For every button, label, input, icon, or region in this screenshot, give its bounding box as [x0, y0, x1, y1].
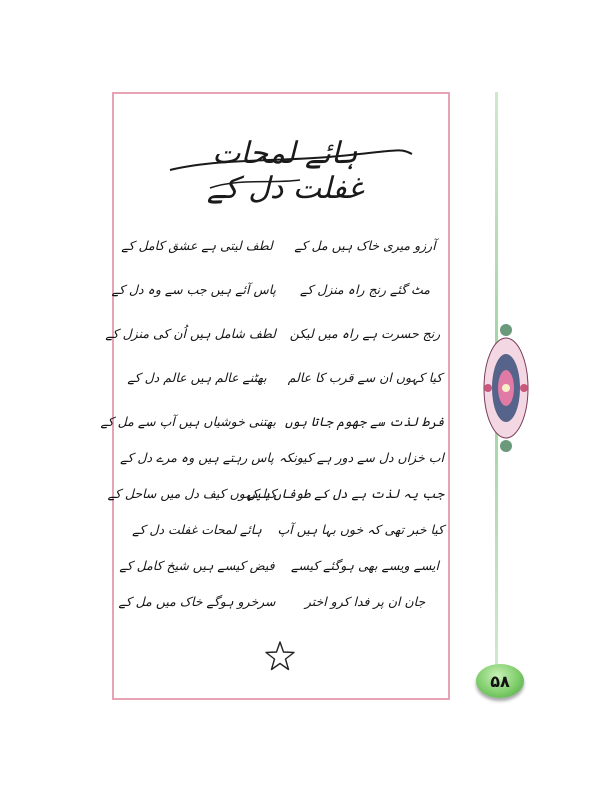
verse-8: [118, 522, 444, 548]
verse-second-line: ہائے لمحات غفلت دل کے: [132, 522, 262, 537]
page-number: ۵۸: [490, 671, 510, 691]
verse-second-line: لطف شامل ہیں اُن کی منزل کے: [105, 326, 276, 341]
verse-first-line: کیا کہوں ان سے قرب کا عالم: [287, 370, 443, 385]
verse-9: [118, 558, 444, 584]
verse-first-line: جب یہ لذت ہے دل کے طوفاں ہیں: [247, 486, 444, 501]
verse-4: [118, 370, 444, 396]
verse-second-line: سرخرو ہوگے خاک میں مل کے: [118, 594, 276, 609]
verse-first-line: اب خزاں دل سے دور ہے کیونکہ: [279, 450, 444, 465]
verse-second-line: فیض کیسے ہیں شیخ کامل کے: [119, 558, 275, 573]
verse-second-line: بھتنی خوشیاں ہیں آپ سے مل کے: [100, 414, 276, 429]
verse-first-line: مٹ گئے رنج راہ منزل کے: [299, 282, 431, 297]
floral-ornament-icon: [480, 318, 532, 458]
verse-first-line: آرزو میری خاک ہیں مل کے: [294, 238, 436, 253]
poem-title-text: ہائے لمحات غفلت دل کے: [206, 136, 364, 206]
verse-second-line: کیا کہوں کیف دل میں ساحل کے: [107, 486, 276, 501]
verse-second-line: پاس آئے ہیں جب سے وہ دل کے: [111, 282, 276, 297]
verse-2: [111, 282, 444, 308]
star-ornament-icon: [264, 640, 296, 672]
verse-5: [100, 414, 444, 440]
verse-3: [105, 326, 444, 352]
poem-title: [150, 118, 420, 208]
verse-first-line: رنج حسرت ہے راہ میں لیکن: [289, 326, 441, 341]
verse-second-line: بھٹنے عالم ہیں عالم دل کے: [127, 370, 267, 385]
verse-first-line: ایسے ویسے بھی ہوگئے کیسے: [291, 558, 439, 573]
page-number-badge: [476, 664, 524, 698]
verse-first-line: جان ان پر فدا کرو اختر: [304, 594, 426, 609]
verse-6: [118, 450, 444, 476]
verse-second-line: لطف لیتی ہے عشق کامل کے: [121, 238, 273, 253]
verse-10: [118, 594, 444, 620]
verse-first-line: فرط لذت سے جھوم جاتا ہوں: [284, 414, 444, 429]
verse-1: [118, 238, 444, 264]
verse-7: [107, 486, 444, 512]
verse-first-line: کیا خبر تھی کہ خوں بہا ہیں آپ: [277, 522, 444, 537]
verse-second-line: پاس رہتے ہیں وہ مرے دل کے: [120, 450, 274, 465]
